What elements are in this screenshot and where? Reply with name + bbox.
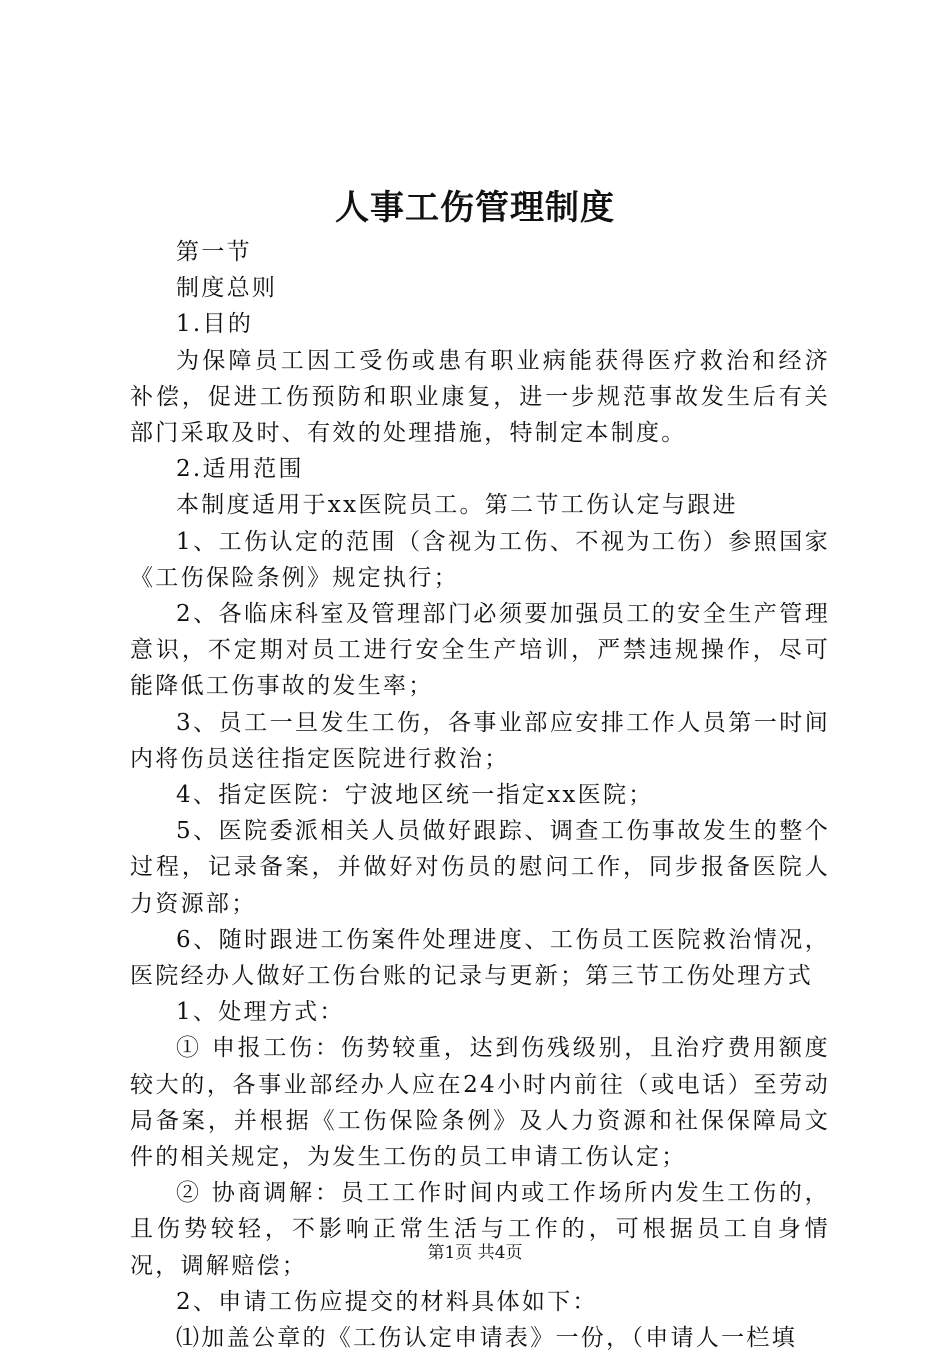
body-paragraph: 制度总则 (176, 275, 278, 302)
body-paragraph: 1.目的 (176, 311, 254, 338)
document-body (130, 234, 830, 1356)
body-paragraph: 2、各临床科室及管理部门必须要加强员工的安全生产管理意识，不定期对员工进行安全生产培训，严禁违规操作，尽可能降低工伤事故的发生率； (130, 601, 830, 700)
body-paragraph: 第一节 (176, 239, 252, 265)
body-paragraph: 3、员工一旦发生工伤，各事业部应安排工作人员第一时间内将伤员送往指定医院进行救治； (130, 709, 830, 772)
body-paragraph: 5、医院委派相关人员做好跟踪、调查工伤事故发生的整个过程，记录备案，并做好对伤员的慰问工作，同步报备医院人力资源部； (130, 818, 830, 917)
body-paragraph: 本制度适用于xx医院员工。第二节工伤认定与跟进 (176, 492, 738, 519)
body-paragraph: ⑴加盖公章的《工伤认定申请表》一份，（申请人一栏填 (176, 1325, 797, 1352)
body-paragraph: 为保障员工因工受伤或患有职业病能获得医疗救治和经济补偿，促进工伤预防和职业康复，进一步规范事故发生后有关部门采取及时、有效的处理措施，特制定本制度。 (130, 347, 830, 447)
body-paragraph: 4、指定医院：宁波地区统一指定xx医院； (176, 782, 654, 809)
body-paragraph: 2、申请工伤应提交的材料具体如下： (176, 1288, 598, 1315)
body-paragraph: 1、工伤认定的范围（含视为工伤、不视为工伤）参照国家《工伤保险条例》规定执行； (130, 528, 830, 591)
page-number-footer: 第1页 共4页 (427, 1243, 523, 1263)
body-paragraph: ① 申报工伤：伤势较重，达到伤残级别，且治疗费用额度较大的，各事业部经办人应在24小时内前往（或电话）至劳动局备案，并根据《工伤保险条例》及人力资源和社保保障局文件的相关规定，为发生工伤的员工申请工伤认定； (130, 1035, 830, 1171)
body-paragraph: 1、处理方式： (176, 999, 345, 1026)
body-paragraph: 6、随时跟进工伤案件处理进度、工伤员工医院救治情况，医院经办人做好工伤台账的记录与更新；第三节工伤处理方式 (130, 926, 830, 990)
body-paragraph: 2.适用范围 (176, 456, 304, 483)
document-title: 人事工伤管理制度 (335, 188, 615, 228)
body-paragraph: ② 协商调解：员工工作时间内或工作场所内发生工伤的，且伤势较轻，不影响正常生活与工作的，可根据员工自身情况，调解赔偿； (130, 1180, 830, 1279)
